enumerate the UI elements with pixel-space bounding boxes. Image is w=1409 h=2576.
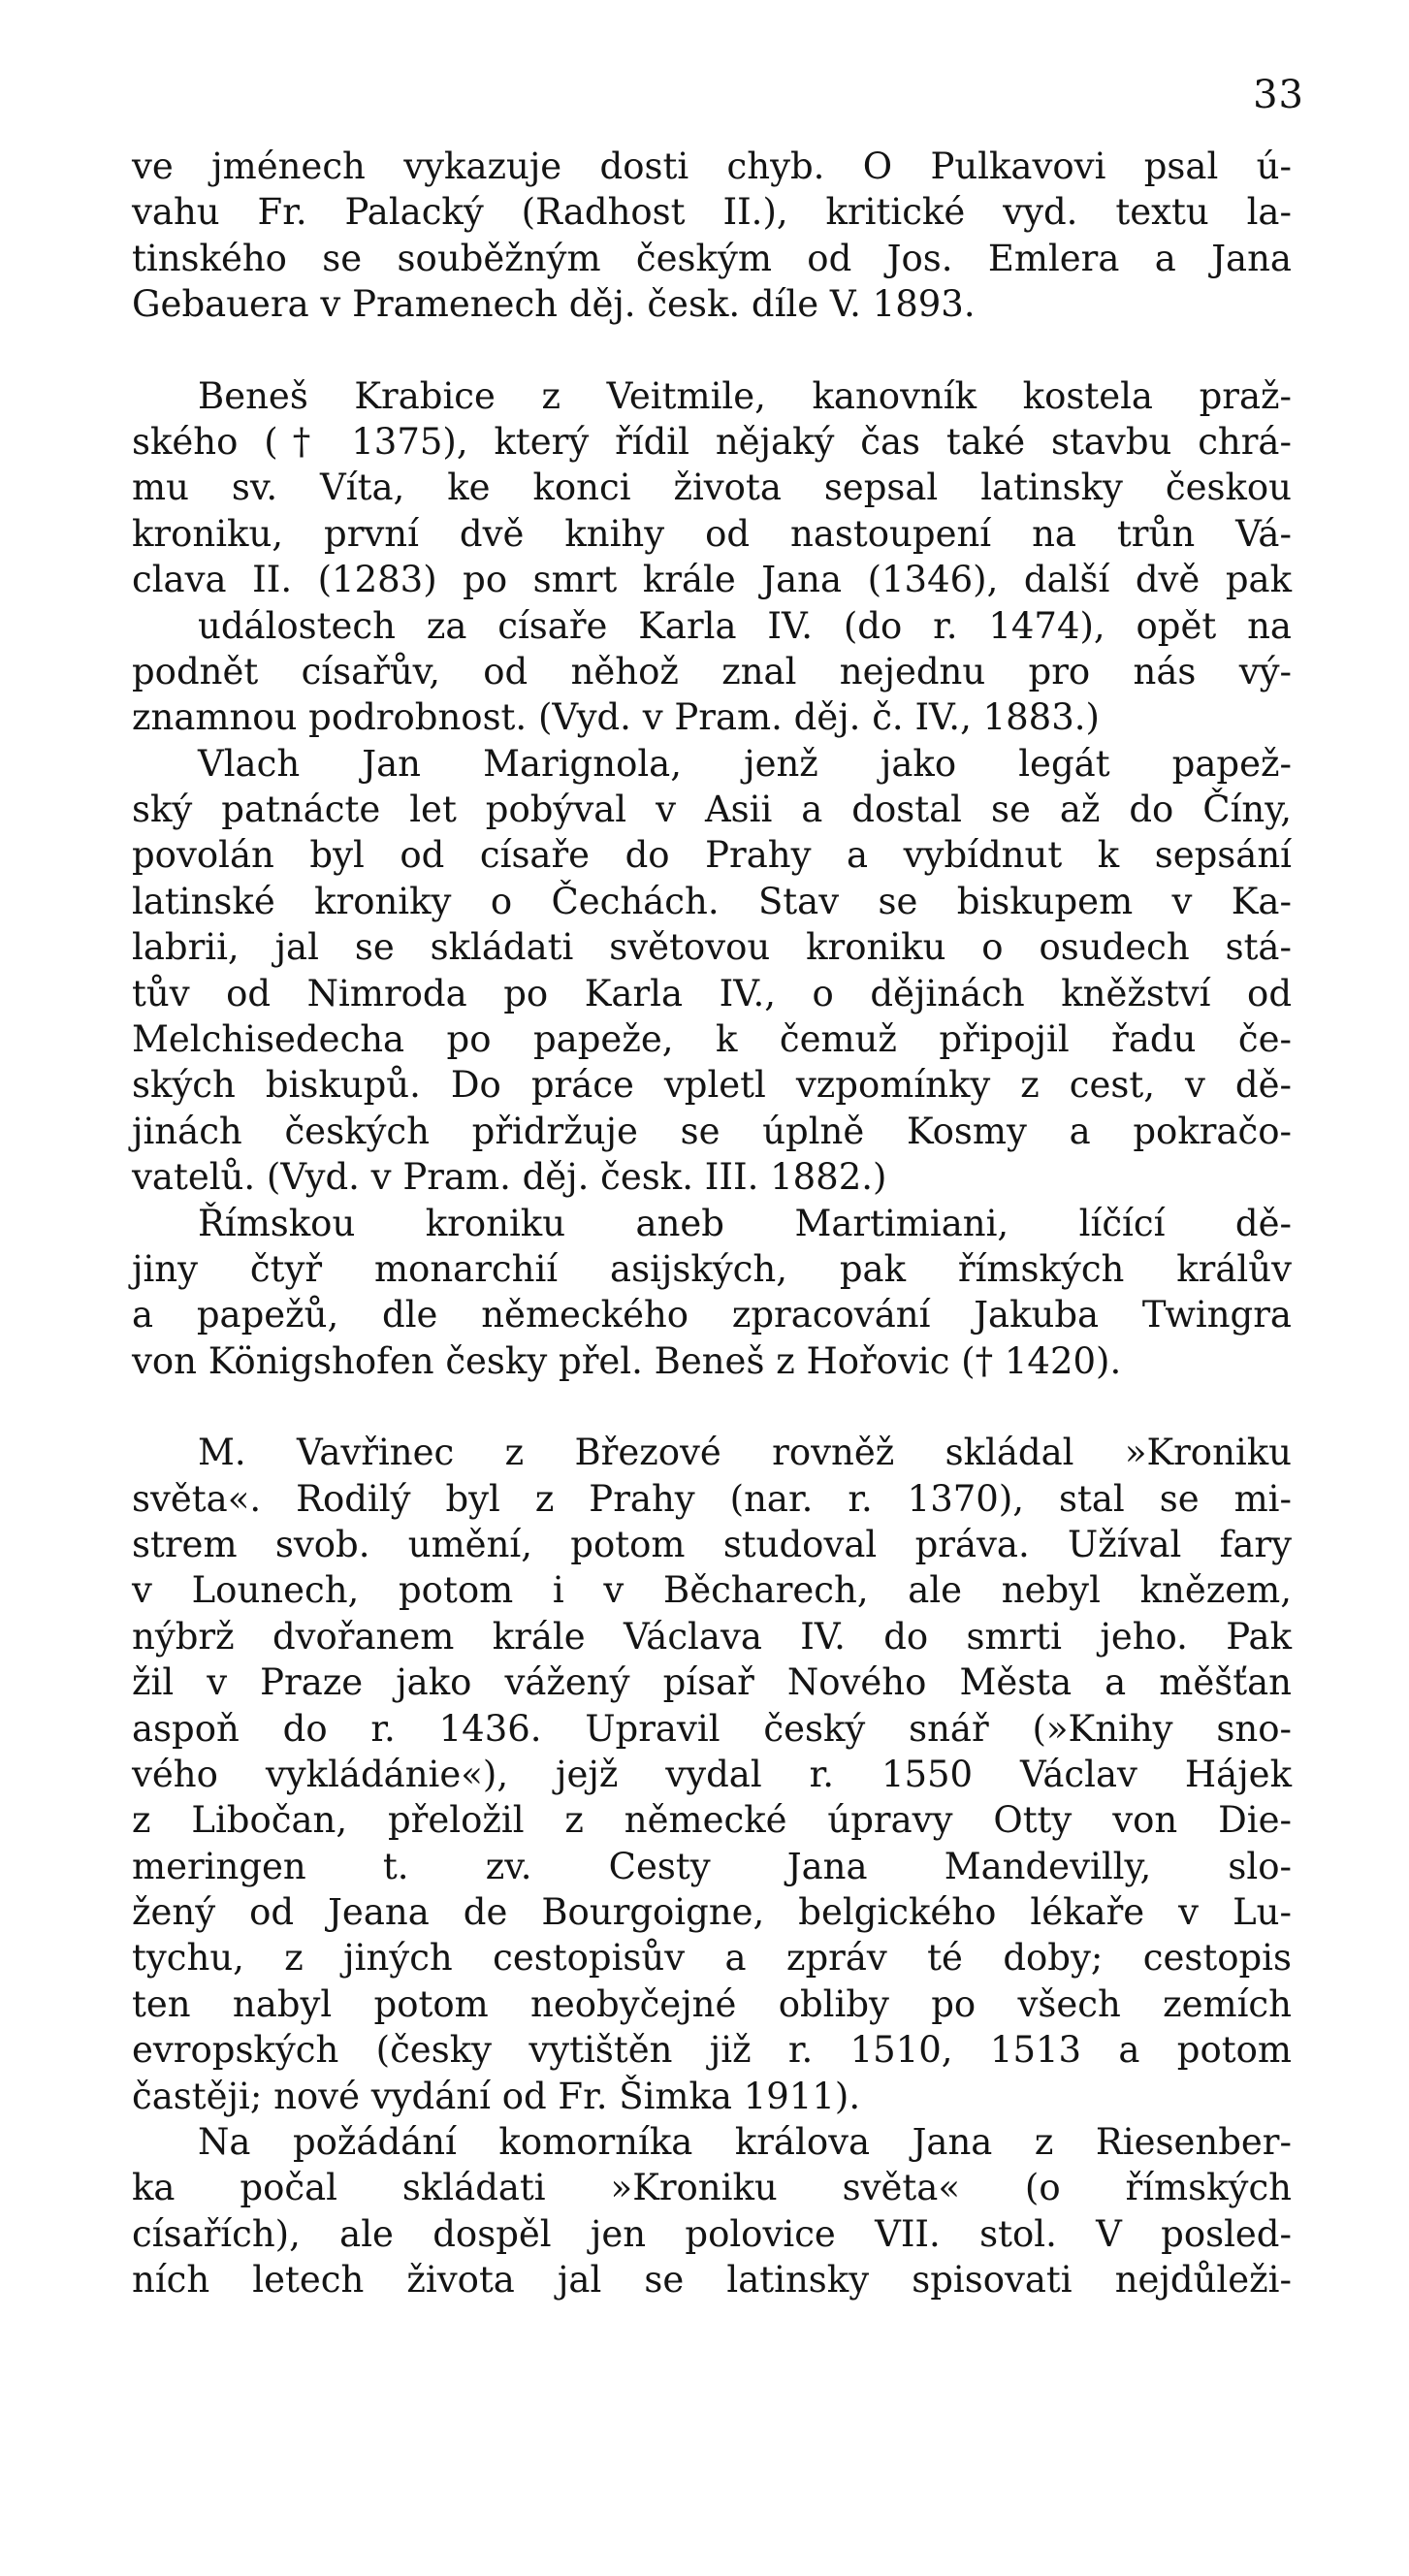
text-line: von Königshofen česky přel. Beneš z Hořovic († 1420). xyxy=(132,1339,1122,1382)
text-line: labrii, jal se skládati světovou kroniku o osudech stá- xyxy=(132,926,1292,969)
page-number: 33 xyxy=(1253,73,1304,117)
text-line: z Libočan, přeložil z německé úpravy Otty von Die- xyxy=(132,1799,1292,1842)
text-line: ských biskupů. Do práce vpletl vzpomínky z cest, v dě- xyxy=(132,1064,1292,1107)
text-line: tychu, z jiných cestopisův a zpráv té doby; cestopis xyxy=(132,1937,1292,1980)
text-line: vatelů. (Vyd. v Pram. děj. česk. III. 1882.) xyxy=(132,1156,887,1199)
text-line: žený od Jeana de Bourgoigne, belgického lékaře v Lu- xyxy=(132,1891,1292,1934)
text-line: znamnou podrobnost. (Vyd. v Pram. děj. č. IV., 1883.) xyxy=(132,696,1100,739)
text-line: ka počal skládati »Kroniku světa« (o římských xyxy=(132,2167,1292,2209)
paragraph-gap xyxy=(132,328,1292,373)
text-line: ského († 1375), který řídil nějaký čas také stavbu chrá- xyxy=(132,420,1292,463)
text-line: strem svob. umění, potom studoval práva. Užíval fary xyxy=(132,1523,1292,1565)
text-line: ve jménech vykazuje dosti chyb. O Pulkavovi psal ú- xyxy=(132,145,1292,187)
text-line: ten nabyl potom neobyčejné obliby po všech zemích xyxy=(132,1982,1292,2025)
text-line: Beneš Krabice z Veitmile, kanovník kostela praž- xyxy=(198,374,1292,417)
text-line: a papežů, dle německého zpracování Jakuba Twingra xyxy=(132,1294,1292,1336)
text-line: ský patnácte let pobýval v Asii a dostal se až do Číny, xyxy=(132,789,1292,831)
text-line: častěji; nové vydání od Fr. Šimka 1911). xyxy=(132,2075,861,2117)
text-line: v Lounech, potom i v Běcharech, ale nebyl knězem, xyxy=(132,1569,1292,1612)
text-line: Vlach Jan Marignola, jenž jako legát papež- xyxy=(198,742,1292,785)
text-line: vého vykládánie«), jejž vydal r. 1550 Václav Hájek xyxy=(132,1753,1292,1795)
text-line: Na požádání komorníka králova Jana z Riesenber- xyxy=(198,2121,1292,2164)
text-line: žil v Praze jako vážený písař Nového Města a měšťan xyxy=(132,1661,1292,1704)
text-line: tinského se souběžným českým od Jos. Emlera a Jana xyxy=(132,237,1292,279)
text-line: clava II. (1283) po smrt krále Jana (1346), další dvě pak xyxy=(132,559,1292,601)
text-line: tův od Nimroda po Karla IV., o dějinách kněžství od xyxy=(132,972,1292,1014)
text-line: ních letech života jal se latinsky spisovati nejdůleži- xyxy=(132,2259,1292,2302)
text-line: meringen t. zv. Cesty Jana Mandevilly, slo- xyxy=(132,1845,1292,1887)
text-line: povolán byl od císaře do Prahy a vybídnut k sepsání xyxy=(132,834,1292,877)
text-line: Gebauera v Pramenech děj. česk. díle V. 1893. xyxy=(132,283,976,326)
text-line: aspoň do r. 1436. Upravil český snář (»Knihy sno- xyxy=(132,1707,1292,1750)
text-line: událostech za císaře Karla IV. (do r. 1474), opět na xyxy=(198,604,1292,647)
text-line: latinské kroniky o Čechách. Stav se biskupem v Ka- xyxy=(132,880,1292,922)
text-line: císařích), ale dospěl jen polovice VII. stol. V posled- xyxy=(132,2212,1292,2255)
paragraph-gap xyxy=(132,1384,1292,1430)
text-line: jiny čtyř monarchií asijských, pak římských králův xyxy=(132,1247,1292,1290)
text-line: kroniku, první dvě knihy od nastoupení na trůn Vá- xyxy=(132,512,1292,555)
text-line: nýbrž dvořanem krále Václava IV. do smrti jeho. Pak xyxy=(132,1615,1292,1658)
text-line: M. Vavřinec z Březové rovněž skládal »Kroniku xyxy=(198,1432,1292,1474)
text-line: mu sv. Víta, ke konci života sepsal latinsky českou xyxy=(132,467,1292,509)
text-line: podnět císařův, od něhož znal nejednu pro nás vý- xyxy=(132,650,1292,692)
text-line: Melchisedecha po papeže, k čemuž připojil řadu če- xyxy=(132,1018,1292,1061)
text-line: vahu Fr. Palacký (Radhost II.), kritické vyd. textu la- xyxy=(132,191,1292,234)
text-line: světa«. Rodilý byl z Prahy (nar. r. 1370), stal se mi- xyxy=(132,1477,1292,1520)
text-line: jinách českých přidržuje se úplně Kosmy a pokračo- xyxy=(132,1110,1292,1152)
text-line: Římskou kroniku aneb Martimiani, líčící dě- xyxy=(198,1202,1292,1244)
text-line: evropských (česky vytištěn již r. 1510, 1513 a potom xyxy=(132,2029,1292,2072)
text-block xyxy=(132,144,1292,2303)
